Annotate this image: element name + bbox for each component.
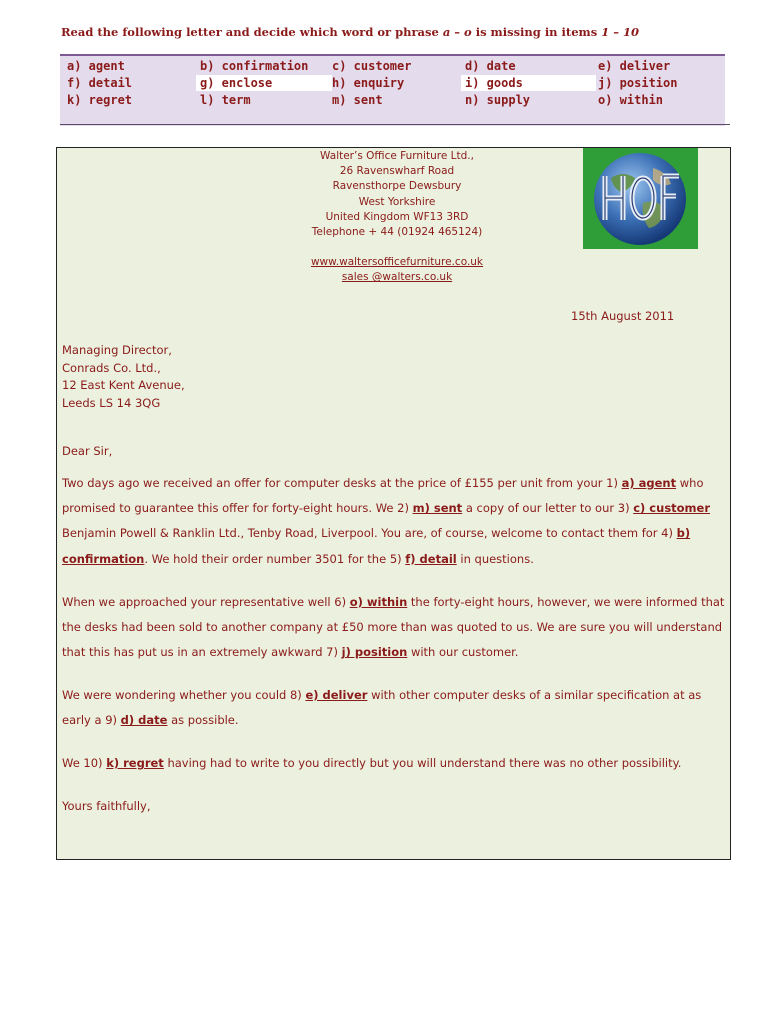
answer-4: b) confirmation	[62, 526, 691, 566]
email-link[interactable]: sales @walters.co.uk	[341, 271, 453, 284]
recipient-address	[62, 342, 185, 412]
recipient-line: 12 East Kent Avenue,	[62, 378, 185, 393]
sender-address	[247, 149, 547, 286]
salutation: Dear Sir,	[62, 444, 113, 458]
paragraph-3: We were wondering whether you could 8) e) deliver with other computer desks of a similar specification at as early a 9) d) date as possible.	[62, 688, 702, 728]
word-option: h) enquiry	[332, 76, 405, 90]
answer-8: e) deliver	[305, 688, 368, 702]
answer-5: f) detail	[405, 551, 457, 566]
letter-date: 15th August 2011	[571, 309, 675, 323]
sender-company: Walter’s Office Furniture Ltd.,	[320, 150, 474, 162]
paragraph-2: When we approached your representative well 6) o) within the forty-eight hours, however, we were informed that the desks had been sold to another company at £50 more than was quoted to us. We are sure you will understand that this has put us in an extremely awkward 7) j) position with our customer.	[62, 595, 725, 660]
word-option: m) sent	[332, 93, 383, 107]
recipient-line: Conrads Co. Ltd.,	[62, 360, 161, 375]
website-link[interactable]: www.waltersofficefurniture.co.uk	[310, 256, 484, 269]
sender-phone: Telephone + 44 (01924 465124)	[311, 226, 483, 239]
answer-10: k) regret	[106, 756, 164, 770]
word-option: a) agent	[67, 59, 125, 73]
answer-9: d) date	[120, 713, 168, 728]
word-option: b) confirmation	[200, 59, 309, 73]
letter	[56, 147, 731, 860]
word-option: j) position	[598, 76, 678, 90]
answer-6: o) within	[349, 595, 408, 609]
answer-3: c) customer	[633, 501, 711, 516]
recipient-line: Leeds LS 14 3QG	[62, 395, 161, 410]
paragraph-4: We 10) k) regret having had to write to you directly but you will understand there was no other possibility.	[62, 756, 682, 770]
word-options-box	[60, 54, 725, 126]
answer-1: a) agent	[621, 476, 677, 490]
sender-country: United Kingdom WF13 3RD	[325, 210, 469, 223]
sender-county: West Yorkshire	[358, 195, 436, 208]
divider	[60, 124, 730, 125]
word-option: f) detail	[67, 76, 133, 90]
word-option: o) within	[598, 93, 664, 107]
word-option: k) regret	[67, 93, 133, 107]
word-option: n) supply	[465, 93, 531, 107]
word-option: g) enclose	[196, 75, 332, 91]
closing: Yours faithfully,	[62, 799, 151, 813]
sender-area: Ravensthorpe Dewsbury	[332, 180, 462, 193]
word-option: c) customer	[332, 59, 412, 73]
sender-street: 26 Ravenswharf Road	[339, 165, 455, 178]
word-option: i) goods	[461, 75, 596, 91]
company-logo	[583, 148, 698, 249]
answer-7: j) position	[341, 645, 408, 660]
word-option: l) term	[200, 93, 251, 107]
paragraph-1: Two days ago we received an offer for computer desks at the price of £155 per unit from your 1) a) agent who promised to guarantee this offer for forty-eight hours. We 2) m) sent a copy of our letter to our 3) c) customer Benjamin Powell & Ranklin Ltd., Tenby Road, Liverpool. You are, of course, welcome to contact them for 4) b) confirmation. We hold their order number 3501 for the 5) f) detail in questions.	[62, 476, 711, 566]
word-option: d) date	[465, 59, 516, 73]
instructions: Read the following letter and decide which word or phrase a – o is missing in items 1 – 10	[61, 25, 639, 39]
word-option: e) deliver	[598, 59, 671, 73]
recipient-line: Managing Director,	[62, 343, 172, 357]
answer-2: m) sent	[412, 501, 463, 516]
